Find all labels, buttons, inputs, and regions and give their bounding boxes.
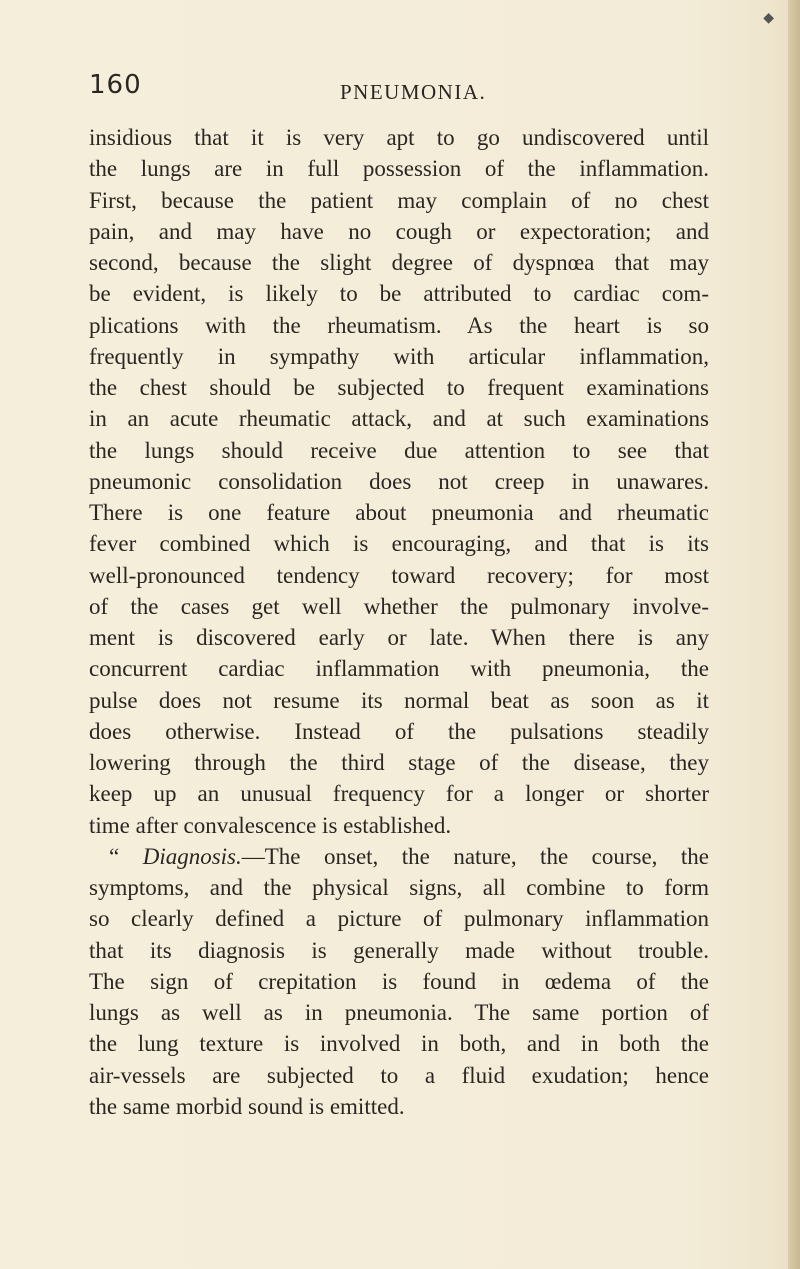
text-line: lowering through the third stage of the disease, they xyxy=(89,750,709,775)
text-line: the lungs should receive due attention to see that xyxy=(89,437,709,463)
paragraph-1 xyxy=(89,122,709,841)
running-head: PNEUMONIA. xyxy=(340,80,487,104)
text-line: in an acute rheumatic attack, and at such examinations xyxy=(89,406,709,432)
text-line: time after convalescence is established. xyxy=(89,812,452,838)
text-line: the lung texture is involved in both, and in both the xyxy=(89,1031,709,1057)
text-line: well-pronounced tendency toward recovery; for most xyxy=(89,562,709,588)
page-number: 160 xyxy=(89,70,142,100)
text-line: pain, and may have no cough or expectoration; and xyxy=(89,218,709,244)
text-line: that its diagnosis is generally made without trouble. xyxy=(89,937,709,963)
text-line: concurrent cardiac inflammation with pneumonia, the xyxy=(89,656,709,682)
text-line: frequently in sympathy with articular inflammation, xyxy=(89,343,709,369)
text-line: of the cases get well whether the pulmonary involve- xyxy=(89,593,709,619)
text-span: —The onset, the nature, the course, the xyxy=(241,843,709,869)
page-edge-shadow xyxy=(788,0,800,1269)
text-line: the lungs are in full possession of the inflammation. xyxy=(89,156,709,182)
text-line: the chest should be subjected to frequent examinations xyxy=(89,375,709,400)
body-text xyxy=(89,122,709,1122)
text-line: does otherwise. Instead of the pulsations steadily xyxy=(89,718,709,744)
text-line: the same morbid sound is emitted. xyxy=(89,1093,405,1119)
text-line: so clearly defined a picture of pulmonary inflammation xyxy=(89,906,709,932)
text-line: First, because the patient may complain of no chest xyxy=(89,187,709,213)
section-heading-diagnosis: Diagnosis. xyxy=(142,843,242,869)
page-header xyxy=(89,70,709,110)
diagnosis-first-line xyxy=(89,841,709,872)
text-line: symptoms, and the physical signs, all combine to form xyxy=(89,875,709,900)
text-line: pulse does not resume its normal beat as soon as it xyxy=(89,687,709,713)
edge-mark: ◆ xyxy=(763,10,774,26)
text-line: keep up an unusual frequency for a longer or shorter xyxy=(89,781,709,807)
text-line: pneumonic consolidation does not creep in unawares. xyxy=(89,468,709,494)
text-line: There is one feature about pneumonia and rheumatic xyxy=(89,500,709,525)
paragraph-2 xyxy=(89,841,709,1122)
text-line: insidious that it is very apt to go undiscovered until xyxy=(89,125,709,150)
text-line: plications with the rheumatism. As the heart is so xyxy=(89,312,709,338)
text-line: The sign of crepitation is found in œdema of the xyxy=(89,968,709,994)
text-line: second, because the slight degree of dyspnœa that may xyxy=(89,250,709,275)
text-line: lungs as well as in pneumonia. The same portion of xyxy=(89,1000,709,1025)
text-line: fever combined which is encouraging, and that is its xyxy=(89,531,709,557)
open-quote: “ xyxy=(109,843,143,869)
text-line: air-vessels are subjected to a fluid exudation; hence xyxy=(89,1062,709,1088)
text-line: ment is discovered early or late. When there is any xyxy=(89,625,709,650)
text-line: be evident, is likely to be attributed to cardiac com- xyxy=(89,281,709,307)
